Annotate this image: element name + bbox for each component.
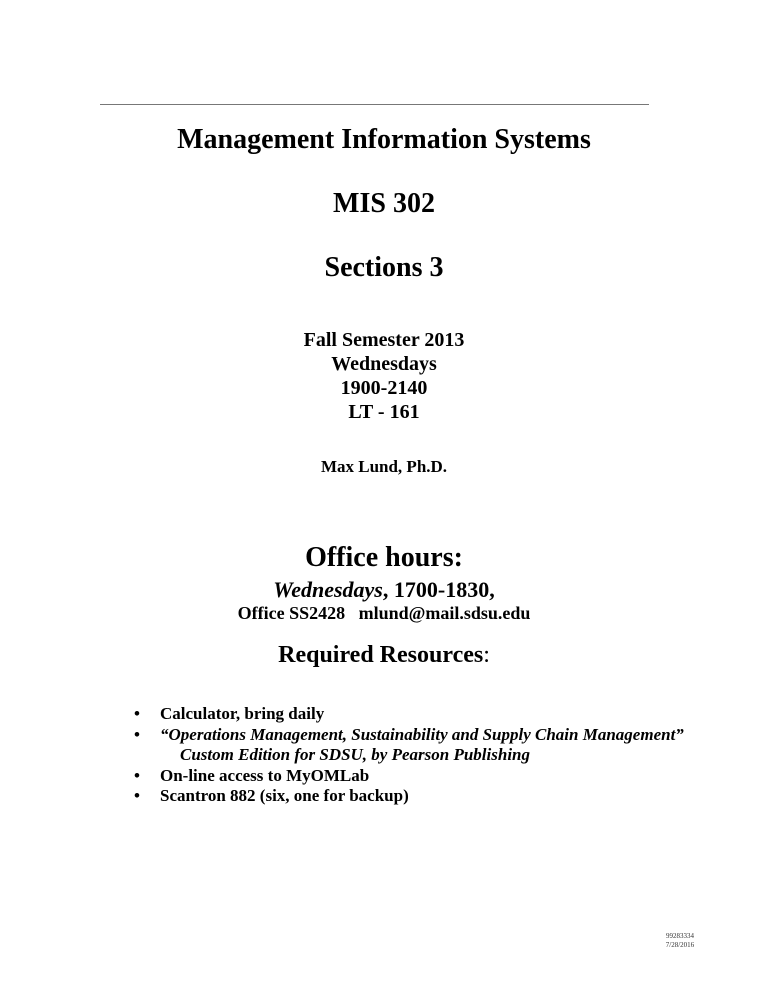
- course-code: MIS 302: [333, 188, 435, 219]
- course-sections: Sections 3: [324, 252, 444, 283]
- list-item: [134, 725, 684, 766]
- instructor-name: Max Lund, Ph.D.: [320, 457, 448, 476]
- course-title: Management Information Systems: [177, 124, 591, 155]
- semester: Fall Semester 2013: [303, 329, 465, 351]
- office-hours-time: [0, 577, 768, 603]
- class-time: 1900-2140: [340, 377, 428, 399]
- list-item-text: On-line access to MyOMLab: [160, 765, 370, 785]
- resources-heading: [0, 642, 768, 669]
- resources-list: [134, 704, 684, 807]
- office-hours-range: , 1700-1830,: [382, 577, 495, 602]
- bullet-icon: •: [134, 704, 140, 723]
- bullet-icon: •: [134, 724, 140, 744]
- bullet-icon: •: [134, 765, 140, 785]
- class-day: Wednesdays: [331, 353, 437, 375]
- list-item: [134, 766, 684, 787]
- class-room: LT - 161: [348, 401, 420, 423]
- office-location: Office SS2428: [237, 603, 346, 623]
- stamp-id: 99283334: [666, 932, 694, 940]
- list-item-text: Scantron 882 (six, one for backup): [160, 786, 409, 805]
- office-contact: [0, 603, 768, 624]
- office-hours-day: Wednesdays: [273, 577, 383, 602]
- schedule-block: [0, 328, 768, 424]
- horizontal-rule: [100, 104, 649, 105]
- document-stamp: [650, 932, 710, 950]
- stamp-date: 7/28/2016: [665, 941, 695, 949]
- resources-heading-colon: :: [483, 642, 490, 668]
- email-link[interactable]: mlund@mail.sdsu.edu: [358, 603, 531, 623]
- resources-heading-text: Required Resources: [278, 642, 484, 668]
- list-item: [134, 786, 684, 807]
- list-item-continuation: Custom Edition for SDSU, by Pearson Publishing: [180, 745, 531, 764]
- office-hours-heading: Office hours:: [305, 542, 463, 573]
- list-item-text: “Operations Management, Sustainability and Supply Chain Management”: [160, 724, 684, 744]
- list-item-text: Calculator, bring daily: [160, 704, 325, 723]
- bullet-icon: •: [134, 786, 140, 805]
- list-item: [134, 704, 684, 725]
